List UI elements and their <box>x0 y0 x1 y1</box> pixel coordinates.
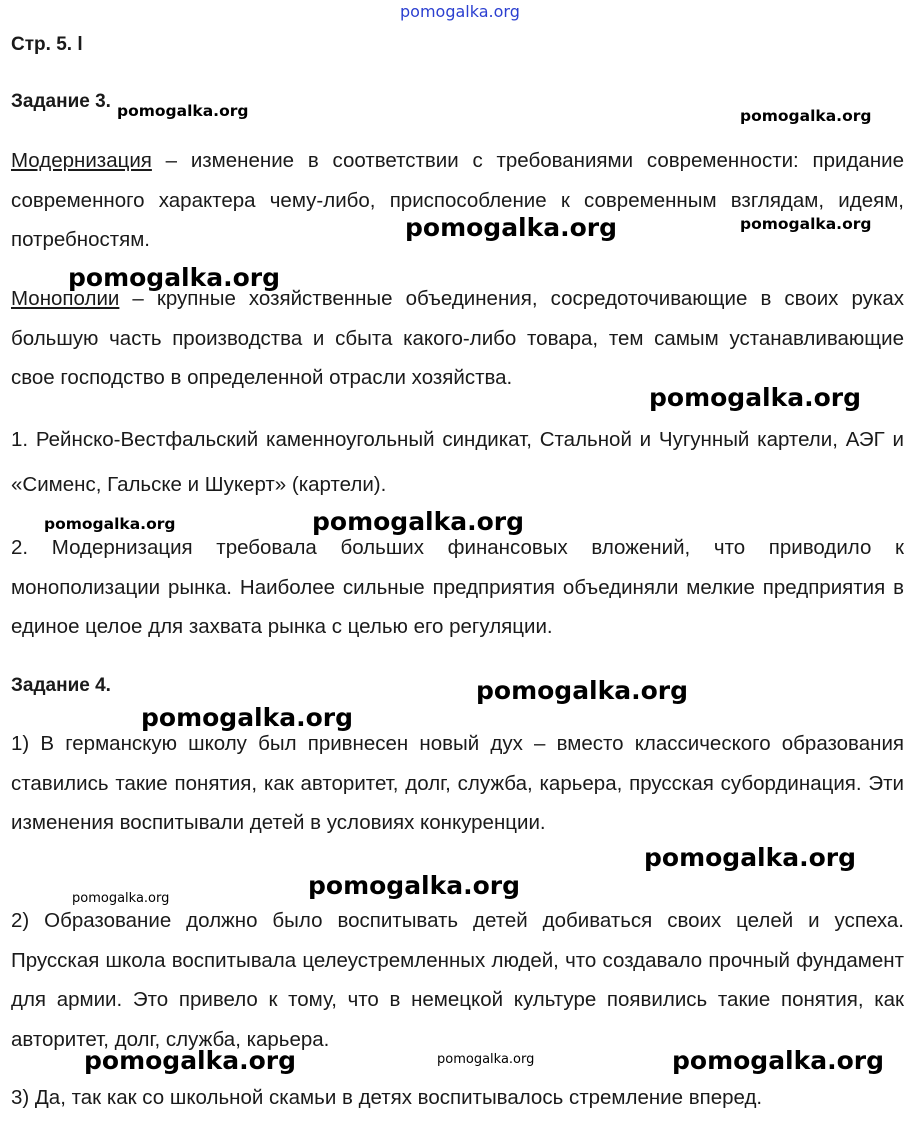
modernization-definition-text: – изменение в соответствии с требованиями современности: придание современного характера чему-либо, приспособление к современным взглядам, идеям, потребностям. <box>11 149 904 251</box>
task4-answer-3: 3) Да, так как со школьной скамьи в детях воспитывалось стремление вперед. <box>11 1086 763 1109</box>
watermark: pomogalka.org <box>141 703 354 732</box>
monopolies-term: Монополии <box>11 287 120 310</box>
watermark: pomogalka.org <box>437 1052 535 1067</box>
task3-answer-1: 1. Рейнско-Вестфальский каменноугольный синдикат, Стальной и Чугунный картели, АЭГ и «Сименс, Гальске и Шукерт» (картели). <box>11 428 904 496</box>
monopolies-definition <box>11 279 904 398</box>
watermark: pomogalka.org <box>740 215 872 233</box>
watermark: pomogalka.org <box>405 213 618 242</box>
watermark: pomogalka.org <box>672 1046 885 1075</box>
watermark: pomogalka.org <box>476 676 689 705</box>
watermark: pomogalka.org <box>312 507 525 536</box>
watermark: pomogalka.org <box>44 515 176 533</box>
task3-answer-2: 2. Модернизация требовала больших финансовых вложений, что приводило к монополизации рынка. Наиболее сильные предприятия объединяли мелкие предприятия в единое целое для захвата рынка с целью его регуляции. <box>11 536 904 638</box>
page-reference: Стр. 5. l <box>11 34 83 55</box>
monopolies-definition-text: – крупные хозяйственные объединения, сосредоточивающие в своих руках большую часть производства и сбыта какого-либо товара, тем самым устанавливающие свое господство в определенной отрасли хозяйства. <box>11 287 904 389</box>
watermark: pomogalka.org <box>740 107 872 125</box>
watermark: pomogalka.org <box>649 383 862 412</box>
task3-title: Задание 3. <box>11 91 111 112</box>
task4-answer-1: 1) В германскую школу был привнесен новый дух – вместо классического образования ставились такие понятия, как авторитет, долг, служба, карьера, прусская субординация. Эти изменения воспитывали детей в условиях конкуренции. <box>11 732 904 834</box>
watermark: pomogalka.org <box>72 891 170 906</box>
watermark: pomogalka.org <box>68 263 281 292</box>
watermark: pomogalka.org <box>644 843 857 872</box>
watermark: pomogalka.org <box>117 102 249 120</box>
task4-answer-2: 2) Образование должно было воспитывать детей добиваться своих целей и успеха. Прусская школа воспитывала целеустремленных людей, что создавало прочный фундамент для армии. Это привело к тому, что в немецкой культуре появились такие понятия, как авторитет, долг, служба, карьера. <box>11 909 904 1051</box>
watermark: pomogalka.org <box>308 871 521 900</box>
modernization-definition <box>11 141 904 260</box>
watermark-top: pomogalka.org <box>400 2 520 21</box>
modernization-term: Модернизация <box>11 149 152 172</box>
task4-title: Задание 4. <box>11 675 111 696</box>
watermark: pomogalka.org <box>84 1046 297 1075</box>
